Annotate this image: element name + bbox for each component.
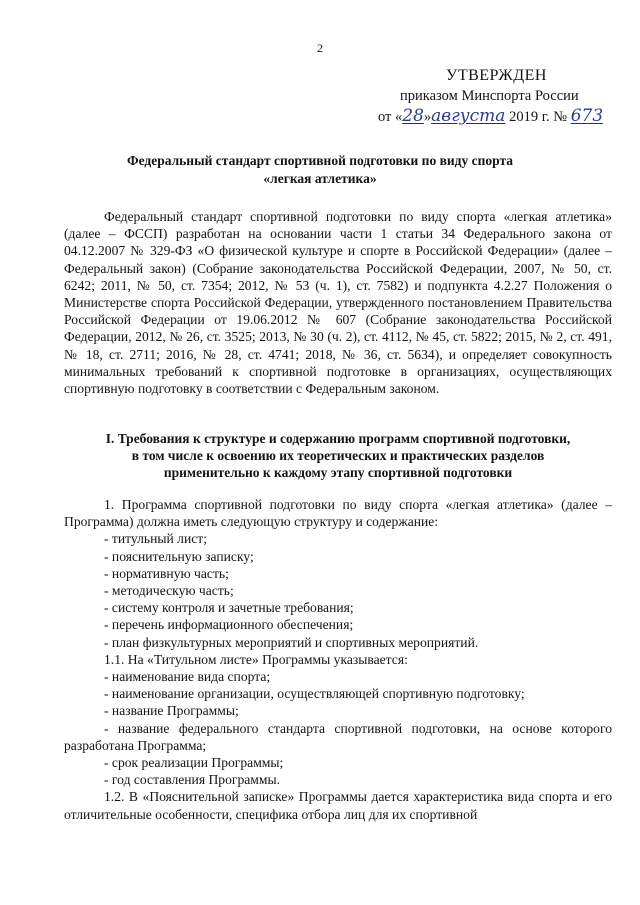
list-item: - методическую часть;: [104, 583, 234, 599]
item-1-2: 1.2. В «Пояснительной записке» Программы дается характеристика вида спорта и его отличительные особенности, специфика отбора лиц для их спортивной: [64, 789, 612, 822]
list-item: - наименование организации, осуществляющей спортивную подготовку;: [104, 686, 525, 702]
list-item: - перечень информационного обеспечения;: [104, 617, 354, 633]
intro-paragraph: Федеральный стандарт спортивной подготовки по виду спорта «легкая атлетика» (далее – ФССП) разработан на основании части 1 статьи 34 Федерального закона от 04.12.2007 № 329-ФЗ «О физической культуре и спорте в Российской Федерации» (далее – Федеральный закон) (Собрание законодательства Российской Федерации, 2007, № 50, ст. 6242; 2011, № 50, ст. 7354; 2012, № 53 (ч. 1), ст. 7582) и подпункта 4.2.27 Положения о Министерстве спорта Российской Федерации, утвержденного постановлением Правительства Российской Федерации от 19.06.2012 № 607 (Собрание законодательства Российской Федерации, 2012, № 26, ст. 3525; 2013, № 30 (ч. 2), ст. 4112, № 45, ст. 5822; 2015, № 2, ст. 491, № 18, ст. 2711; 2016, № 28, ст. 4741; 2018, № 36, ст. 5634), и определяет совокупность минимальных требований к спортивной подготовке в организациях, осуществляющих спортивную подготовку в соответствии с Федеральным законом.: [64, 209, 612, 397]
list-item: - название федерального стандарта спортивной подготовки, на основе которого разработана Программа;: [64, 720, 612, 753]
page-number: 2: [317, 41, 323, 55]
handwritten-month: августа: [431, 106, 506, 126]
section-1-body: [64, 496, 612, 823]
section-1-heading-line-2: в том числе к освоению их теоретических и практических разделов: [131, 448, 545, 463]
list-item: - срок реализации Программы;: [104, 755, 284, 771]
item-1: 1. Программа спортивной подготовки по виду спорта «легкая атлетика» (далее – Программа) должна иметь следующую структуру и содержание:: [64, 497, 612, 530]
list-item: - систему контроля и зачетные требования;: [104, 600, 354, 616]
approval-date-close: »: [423, 109, 432, 125]
approval-heading: УТВЕРЖДЕН: [446, 67, 547, 84]
section-1-heading-line-3: применительно к каждому этапу спортивной подготовки: [163, 465, 513, 480]
handwritten-day: 28: [402, 106, 424, 126]
document-title-line-2: «легкая атлетика»: [263, 171, 377, 186]
approval-date-prefix: от «: [378, 109, 403, 125]
approval-stamp: [378, 66, 618, 127]
approval-date-line: [378, 106, 618, 127]
approval-year: 2019 г. №: [505, 109, 571, 125]
approval-order: приказом Минспорта России: [400, 88, 579, 104]
list-item: - название Программы;: [104, 703, 239, 719]
list-item: - титульный лист;: [104, 531, 207, 547]
handwritten-order-number: 673: [570, 106, 604, 126]
list-item: - план физкультурных мероприятий и спортивных мероприятий.: [104, 634, 479, 650]
list-item: - год составления Программы.: [104, 772, 281, 788]
list-item: - нормативную часть;: [104, 565, 229, 581]
document-title-line-1: Федеральный стандарт спортивной подготовки по виду спорта: [126, 153, 513, 168]
section-1-heading-line-1: I. Требования к структуре и содержанию программ спортивной подготовки,: [105, 431, 571, 446]
list-item: - наименование вида спорта;: [104, 669, 271, 685]
item-1-1: 1.1. На «Титульном листе» Программы указывается:: [104, 651, 408, 667]
list-item: - пояснительную записку;: [104, 548, 254, 564]
document-title: [60, 152, 580, 188]
section-1-heading: [64, 430, 612, 481]
